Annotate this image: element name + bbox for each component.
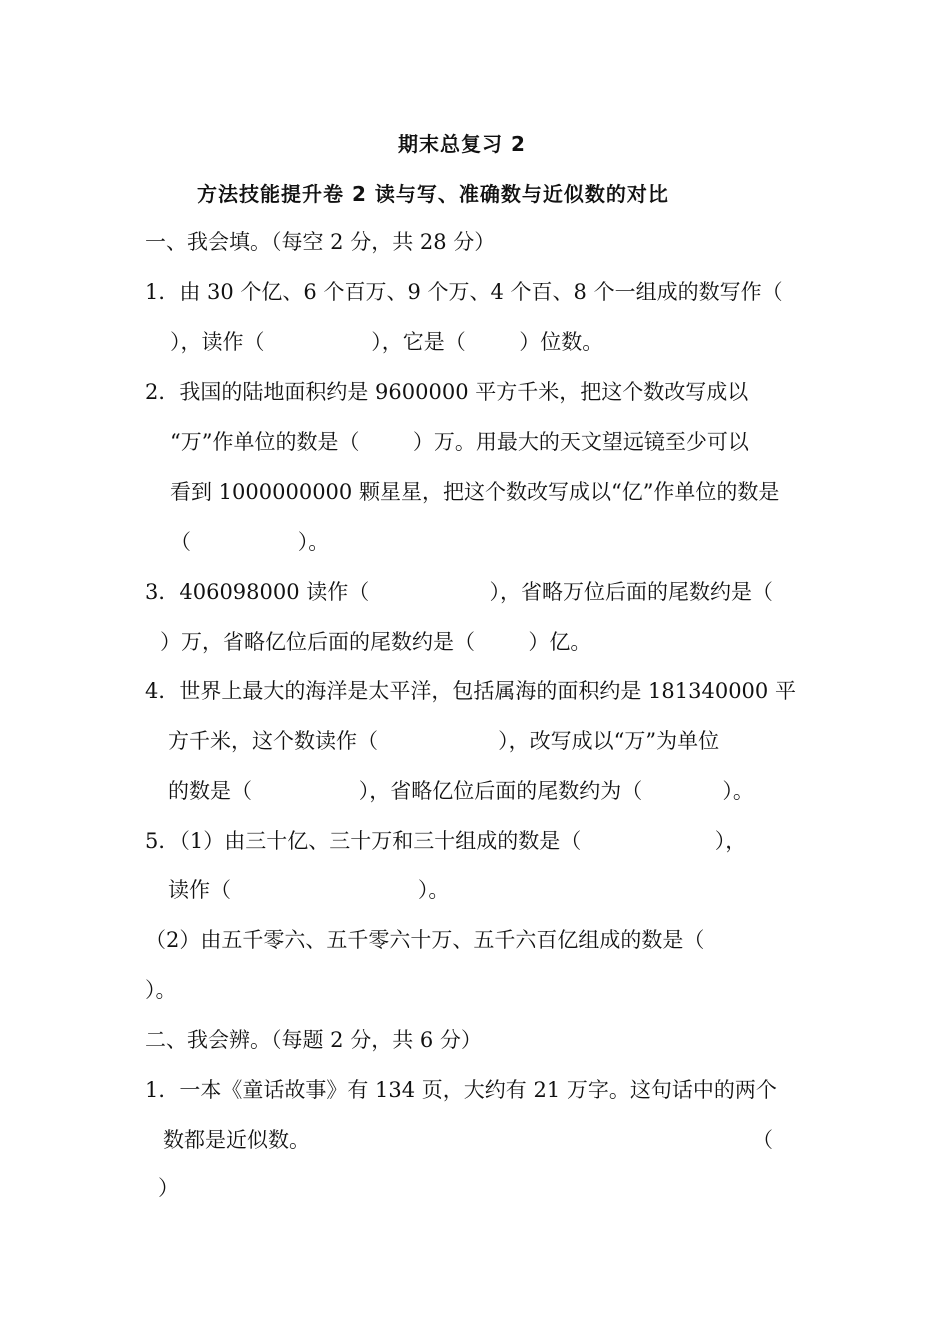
judge-1-answer-paren-open: （ [752, 1128, 773, 1152]
question-4-line-1: 4．世界上最大的海洋是太平洋，包括属海的面积约是 181340000 平 [145, 679, 796, 703]
question-2-line-3: 看到 1000000000 颗星星，把这个数改写成以“亿”作单位的数是 [170, 480, 780, 504]
question-5-line-1: 5．（1）由三十亿、三十万和三十组成的数是（ ）， [145, 829, 747, 853]
question-4-line-2: 方千米，这个数读作（ ），改写成以“万”为单位 [168, 729, 720, 753]
section-2-heading: 二、我会辨。（每题 2 分，共 6 分） [145, 1028, 482, 1052]
question-2-line-4: （ ）。 [170, 530, 330, 554]
question-1-line-2: ），读作（ ），它是（ ）位数。 [170, 330, 604, 354]
question-1-line-1: 1．由 30 个亿、6 个百万、9 个万、4 个百、8 个一组成的数写作（ [145, 280, 783, 304]
question-4-line-3: 的数是（ ），省略亿位后面的尾数约为（ ）。 [168, 779, 754, 803]
question-5-line-2: 读作（ ）。 [168, 878, 450, 902]
judge-1-line-1: 1．一本《童话故事》有 134 页，大约有 21 万字。这句话中的两个 [145, 1078, 777, 1102]
question-3-line-1: 3．406098000 读作（ ），省略万位后面的尾数约是（ [145, 580, 773, 604]
question-2-line-1: 2．我国的陆地面积约是 9600000 平方千米，把这个数改写成以 [145, 380, 749, 404]
judge-1-line-2: 数都是近似数。 [163, 1128, 310, 1152]
judge-1-answer-paren-close: ） [158, 1176, 179, 1200]
page-subtitle: 方法技能提升卷 2 读与写、准确数与近似数的对比 [197, 182, 669, 206]
question-2-line-2: “万”作单位的数是（ ）万。用最大的天文望远镜至少可以 [170, 430, 749, 454]
question-5-line-3: （2）由五千零六、五千零六十万、五千六百亿组成的数是（ [145, 928, 705, 952]
page-title: 期末总复习 2 [398, 132, 526, 156]
section-1-heading: 一、我会填。（每空 2 分，共 28 分） [145, 230, 496, 254]
question-3-line-2: ）万，省略亿位后面的尾数约是（ ）亿。 [160, 630, 592, 654]
question-5-line-4: ）。 [145, 978, 177, 1002]
